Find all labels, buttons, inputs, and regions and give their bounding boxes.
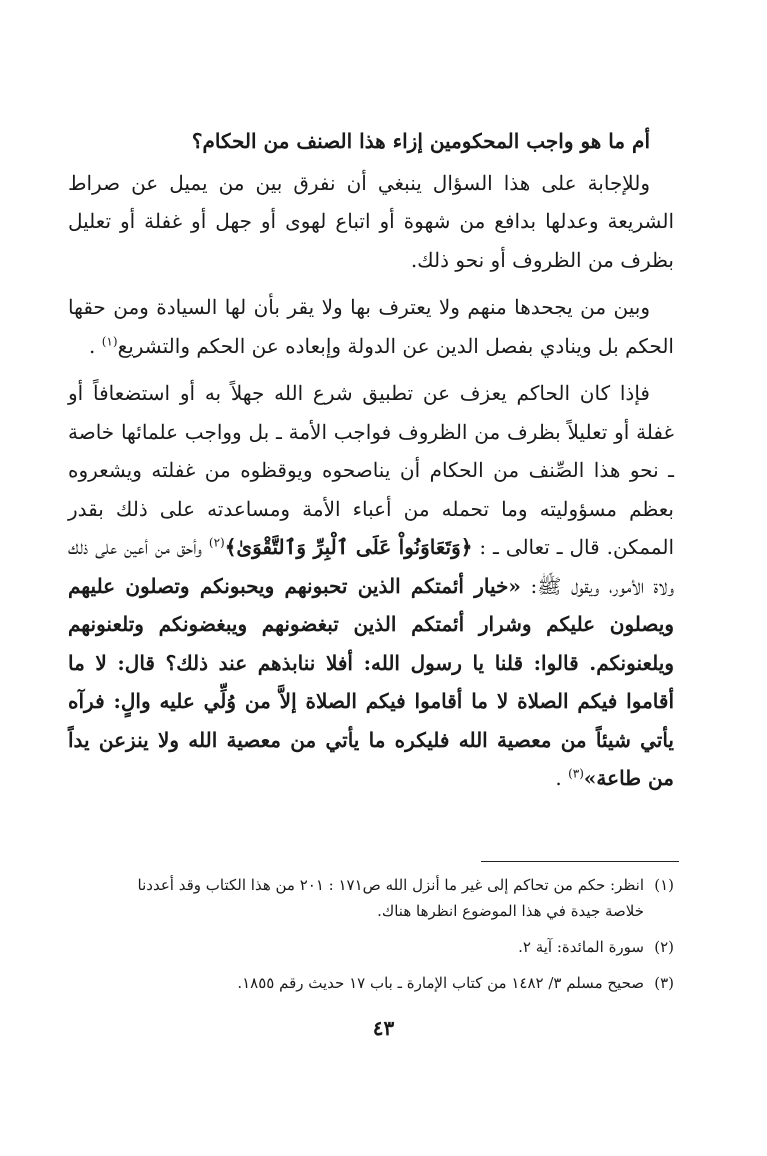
paragraph-2-end: . [89, 333, 96, 358]
section-question: أم ما هو واجب المحكومين إزاء هذا الصنف من الحكام؟ [191, 129, 650, 153]
paragraph-3 [68, 374, 674, 798]
footnote-text: سورة المائدة: آية ٢. [518, 938, 644, 956]
quran-verse: ﴿وَتَعَاوَنُواْ عَلَى ٱلْبِرِّ وَٱلتَّقْوَىٰ﴾ [224, 535, 473, 559]
footnote-3 [68, 970, 674, 996]
footnote-divider [481, 861, 679, 862]
paragraph-3-end: . [555, 766, 562, 790]
footnote-2 [68, 934, 674, 960]
paragraph-2 [68, 288, 674, 365]
paragraph-2-text: وبين من يجحدها منهم ولا يعترف بها ولا يقر بأن لها السيادة ومن حقها الحكم بل وينادي بفصل الدين عن الدولة وإبعاده عن الحكم والتشريع [68, 295, 674, 358]
footnote-ref-2: (٢) [208, 535, 225, 550]
paragraph-1: وللإجابة على هذا السؤال ينبغي أن نفرق بين من يميل عن صراط الشريعة وعدلها بدافع من شهوة أو اتباع لهوى أو جهل أو غفلة أو تعليل بظرف من الظروف أو نحو ذلك. [68, 170, 674, 272]
hadith-text: «خيار أئمتكم الذين تحبونهم ويحبونكم وتصلون عليهم ويصلون عليكم وشرار أئمتكم الذين تبغضونهم ويبغضونكم وتلعنونهم ويلعنونكم. قالوا: قلنا يا رسول الله: أفلا ننابذهم عند ذلك؟ قال: لا ما أقاموا فيكم الصلاة لا ما أقاموا فيكم الصلاة إلاَّ من وُلِّي عليه والٍ: فرآه يأتي شيئاً من معصية الله فليكره ما يأتي من معصية الله ولا ينزعن يداً من طاعة» [68, 573, 674, 790]
footnote-number: (١) [654, 876, 674, 894]
paragraph-3-text-b: وأحق من أعين على ذلك ولاة الأمور، ويقول ﷺ: [68, 535, 675, 598]
footnote-text-continued: خلاصة جيدة في هذا الموضوع انظرها هناك. [377, 902, 644, 920]
footnote-1 [68, 872, 674, 924]
footnote-number: (٣) [654, 974, 674, 992]
paragraph-3-text-a: فإذا كان الحاكم يعزف عن تطبيق شرع الله جهلاً به أو استضعافاً أو غفلة أو تعليلاً بظرف من الظروف فواجب الأمة ـ بل وواجب علمائها خاصة ـ نحو هذا الصِّنف من الحكام أن يناصحوه ويوقظوه من غفلته ويشعروه بعظم مسؤوليته وما تحمله من أعباء الأمة ومساعدته على ذلك بقدر الممكن. قال ـ تعالى ـ : [68, 381, 675, 559]
footnote-ref-1: (١) [101, 333, 118, 348]
main-text [68, 122, 674, 798]
footnote-text: صحيح مسلم ٣/ ١٤٨٢ من كتاب الإمارة ـ باب ١٧ حديث رقم ١٨٥٥. [237, 974, 644, 992]
footnotes [68, 872, 674, 1006]
footnote-number: (٢) [654, 938, 674, 956]
footnote-ref-3: (٣) [568, 766, 584, 781]
footnote-text: انظر: حكم من تحاكم إلى غير ما أنزل الله ص١٧١ : ٢٠١ من هذا الكتاب وقد أعددنا [137, 876, 644, 894]
page-number: ٤٣ [372, 1016, 395, 1040]
